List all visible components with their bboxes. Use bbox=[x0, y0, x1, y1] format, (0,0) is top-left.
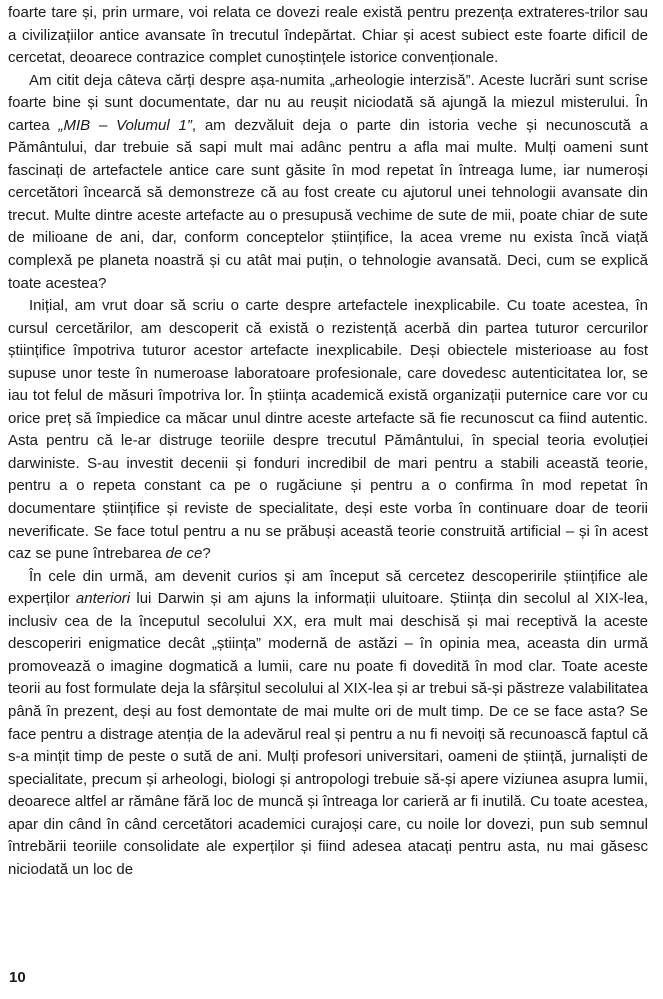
page-number: 10 bbox=[9, 969, 26, 986]
page-body bbox=[8, 2, 648, 881]
paragraph-4: În cele din urmă, am devenit curios și am început să cercetez descoperirile științifice ale experților anteriori lui Darwin și am ajuns la informații uluitoare. Știința din secolul al XIX-lea, inclusiv cea de la începutul secolului XX, era mult mai deschisă și mai receptivă la aceste descoperiri enigmatice decât „știința” modernă de astăzi – în opinia mea, aceasta din urmă promovează o imagine dogmatică a lumii, care nu poate fi dovedită în mod clar. Toate aceste teorii au fost formulate deja la sfârșitul secolului al XIX-lea și ar trebui să-și păstreze valabilitatea până în prezent, deși au fost demontate de mai multe ori de mult timp. De ce se face asta? Se face pentru a distrage atenția de la adevărul real și pentru a nu fi nevoiți să recunoască faptul că s-a mințit timp de peste o sută de ani. Mulți profesori universitari, oameni de știință, jurnaliști de specialitate, precum și arheologi, biologi și antropologi trebuie să-și apere viziunea asupra lumii, deoarece altfel ar rămâne fără loc de muncă și întreaga lor carieră ar fi inutilă. Cu toate acestea, apar din când în când cercetători academici curajoși care, cu noile lor dovezi, pun sub semnul întrebării teoriile consolidate ale experților și fiind adesea atacați pentru asta, nu mai găsesc niciodată un loc de bbox=[8, 567, 648, 878]
paragraph-1: foarte tare și, prin urmare, voi relata ce dovezi reale există pentru prezența extrateres-trilor sau a civilizațiilor antice avansate în trecutul îndepărtat. Chiar și acest subiect este foarte dificil de cercetat, deoarece contrazice complet cunoștințele istorice convenționale. bbox=[8, 4, 648, 67]
paragraph-2: Am citit deja câteva cărți despre așa-numita „arheologie interzisă”. Aceste lucrări sunt scrise foarte bine și sunt documentate, dar nu au reușit niciodată să ajungă la miezul misterului. În cartea „MIB – Volumul 1”, am dezvăluit deja o parte din istoria veche și necunoscută a Pământului, dar trebuie să sapi mult mai adânc pentru a afla mai multe. Mulți oameni sunt fascinați de artefactele antice care sunt găsite în mod repetat în întreaga lume, iar numeroși cercetători încearcă să demonstreze că au fost create cu ajutorul unei tehnologii avansate din trecut. Multe dintre aceste artefacte au o presupusă vechime de sute de mii, poate chiar de sute de milioane de ani, dar, conform conceptelor științifice, la acea vreme nu exista încă viață complexă pe planeta noastră și cu atât mai puțin, o tehnologie avansată. Deci, cum se explică toate acestea? bbox=[8, 71, 649, 292]
paragraph-3: Inițial, am vrut doar să scriu o carte despre artefactele inexplicabile. Cu toate acestea, în cursul cercetărilor, am descoperit că există o rezistență acerbă din partea tuturor cercurilor științifice împotriva tuturor acestor artefacte inexplicabile. Deși obiectele misterioase au fost supuse unor teste în numeroase laboratoare profesionale, care dovedesc autenticitatea lor, se iau tot felul de măsuri împotriva lor. În știința academică există organizații puternice care vor cu orice preț să împiedice ca măcar unul dintre aceste artefacte să fie recunoscut ca fiind autentic. Asta pentru că le-ar distruge teoriile despre trecutul Pământului, în special teoria evoluției darwiniste. S-au investit decenii și fonduri incredibil de mari pentru a stabili această teorie, pentru a o repeta constant ca pe o rugăciune și pentru a o confirma în mod repetat în documentare științifice și reviste de specialitate, deși este vorba în continuare doar de teorii neverificate. Se face totul pentru a nu se prăbuși această teorie construită artificial – și în acest caz se pune întrebarea de ce? bbox=[8, 297, 648, 563]
italic-run: „MIB – Volumul 1” bbox=[58, 116, 192, 134]
italic-run: anteriori bbox=[75, 590, 131, 608]
italic-run: de ce bbox=[165, 545, 203, 563]
